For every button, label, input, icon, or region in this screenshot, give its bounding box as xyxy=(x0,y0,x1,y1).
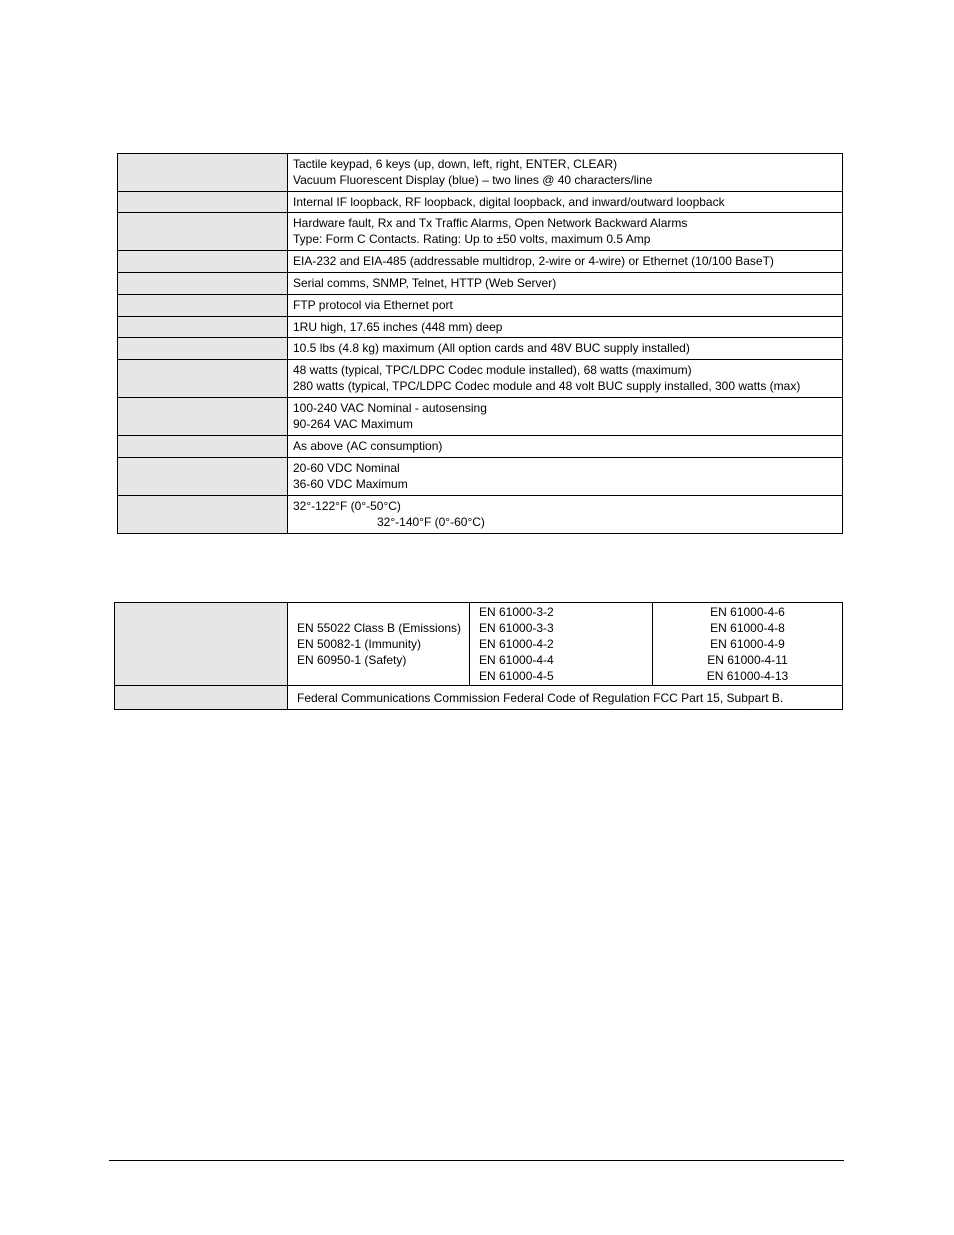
standard-item: EN 61000-4-5 xyxy=(479,669,554,683)
en61000-3-standards-cell xyxy=(470,603,653,686)
spec-value-line: 1RU high, 17.65 inches (448 mm) deep xyxy=(293,320,503,334)
standard-item: EN 55022 Class B (Emissions) xyxy=(297,621,462,635)
table-row xyxy=(115,603,843,686)
table-row xyxy=(118,295,843,317)
spec-label-cell xyxy=(118,398,288,436)
spec-value-line: Serial comms, SNMP, Telnet, HTTP (Web Server) xyxy=(293,276,557,290)
spec-value-line: 36-60 VDC Maximum xyxy=(293,477,408,491)
standard-item: EN 61000-4-13 xyxy=(706,669,789,683)
table-row xyxy=(118,360,843,398)
ce-standards-cell xyxy=(288,603,470,686)
table-row xyxy=(118,338,843,360)
spec-label-cell xyxy=(118,295,288,317)
spec-value-cell xyxy=(288,338,843,360)
table-row xyxy=(118,436,843,458)
spec-value-line: 10.5 lbs (4.8 kg) maximum (All option cards and 48V BUC supply installed) xyxy=(293,341,690,355)
spec-value-line: 90-264 VAC Maximum xyxy=(293,417,413,431)
table-row xyxy=(118,458,843,496)
standard-item: EN 61000-3-2 xyxy=(479,605,554,619)
table-row xyxy=(118,213,843,251)
table-row xyxy=(118,251,843,273)
spec-value-line: 280 watts (typical, TPC/LDPC Codec module and 48 volt BUC supply installed, 300 watts (max) xyxy=(293,379,801,393)
spec-value-cell xyxy=(288,154,843,192)
standard-item: EN 61000-3-3 xyxy=(479,621,554,635)
table-row xyxy=(118,496,843,534)
standard-item: EN 60950-1 (Safety) xyxy=(297,653,407,667)
standard-item: EN 61000-4-9 xyxy=(710,637,785,651)
spec-value-line: Tactile keypad, 6 keys (up, down, left, right, ENTER, CLEAR) xyxy=(293,157,618,171)
standard-item: EN 61000-4-8 xyxy=(710,621,785,635)
spec-value-line: FTP protocol via Ethernet port xyxy=(293,298,453,312)
spec-label-cell xyxy=(118,213,288,251)
spec-value-cell xyxy=(288,213,843,251)
spec-label-cell xyxy=(118,496,288,534)
spec-value-line: 32°-122°F (0°-50°C) xyxy=(293,499,401,513)
spec-value-line: 100-240 VAC Nominal - autosensing xyxy=(293,401,487,415)
table-row xyxy=(118,154,843,192)
fcc-cell: Federal Communications Commission Federal Code of Regulation FCC Part 15, Subpart B. xyxy=(288,686,843,710)
spec-value-cell xyxy=(288,436,843,458)
en61000-4-standards-cell xyxy=(653,603,843,686)
spec-label-cell xyxy=(118,436,288,458)
spec-value-cell xyxy=(288,360,843,398)
spec-label-cell xyxy=(118,360,288,398)
spec-label-cell xyxy=(118,458,288,496)
footer-divider xyxy=(109,1160,844,1161)
standard-item: EN 61000-4-2 xyxy=(479,637,554,651)
spec-value-line: As above (AC consumption) xyxy=(293,439,443,453)
compliance-label-cell xyxy=(115,686,288,710)
spec-value-cell xyxy=(288,317,843,338)
spec-label-cell xyxy=(118,317,288,338)
spec-value-cell xyxy=(288,251,843,273)
spec-value-cell xyxy=(288,192,843,213)
spec-label-cell xyxy=(118,251,288,273)
spec-value-line: 48 watts (typical, TPC/LDPC Codec module installed), 68 watts (maximum) xyxy=(293,363,692,377)
spec-label-cell xyxy=(118,154,288,192)
specifications-table xyxy=(117,153,843,534)
spec-label-cell xyxy=(118,273,288,295)
table-row xyxy=(118,192,843,213)
table-row xyxy=(118,317,843,338)
compliance-label-cell xyxy=(115,603,288,686)
spec-value-line: Vacuum Fluorescent Display (blue) – two lines @ 40 characters/line xyxy=(293,173,653,187)
standard-item: EN 50082-1 (Immunity) xyxy=(297,637,422,651)
spec-value-cell xyxy=(288,273,843,295)
standard-item: EN 61000-4-4 xyxy=(479,653,554,667)
spec-value-line: 20-60 VDC Nominal xyxy=(293,461,400,475)
spec-label-cell xyxy=(118,338,288,360)
table-row xyxy=(118,398,843,436)
standard-item: EN 61000-4-11 xyxy=(707,653,788,667)
spec-value-cell xyxy=(288,398,843,436)
spec-value-line: Type: Form C Contacts. Rating: Up to ±50 volts, maximum 0.5 Amp xyxy=(293,232,651,246)
spec-value-line: Hardware fault, Rx and Tx Traffic Alarms, Open Network Backward Alarms xyxy=(293,216,688,230)
spec-value-line: Internal IF loopback, RF loopback, digital loopback, and inward/outward loopback xyxy=(293,195,725,209)
compliance-table xyxy=(114,602,843,710)
spec-value-cell xyxy=(288,496,843,534)
spec-value-cell xyxy=(288,458,843,496)
standard-item: EN 61000-4-6 xyxy=(710,605,785,619)
spec-value-line: EIA-232 and EIA-485 (addressable multidrop, 2-wire or 4-wire) or Ethernet (10/100 BaseT) xyxy=(293,254,774,268)
spec-value-cell xyxy=(288,295,843,317)
spec-label-cell xyxy=(118,192,288,213)
table-row xyxy=(115,686,843,710)
spec-value-line: 32°-140°F (0°-60°C) xyxy=(377,515,485,529)
table-row xyxy=(118,273,843,295)
